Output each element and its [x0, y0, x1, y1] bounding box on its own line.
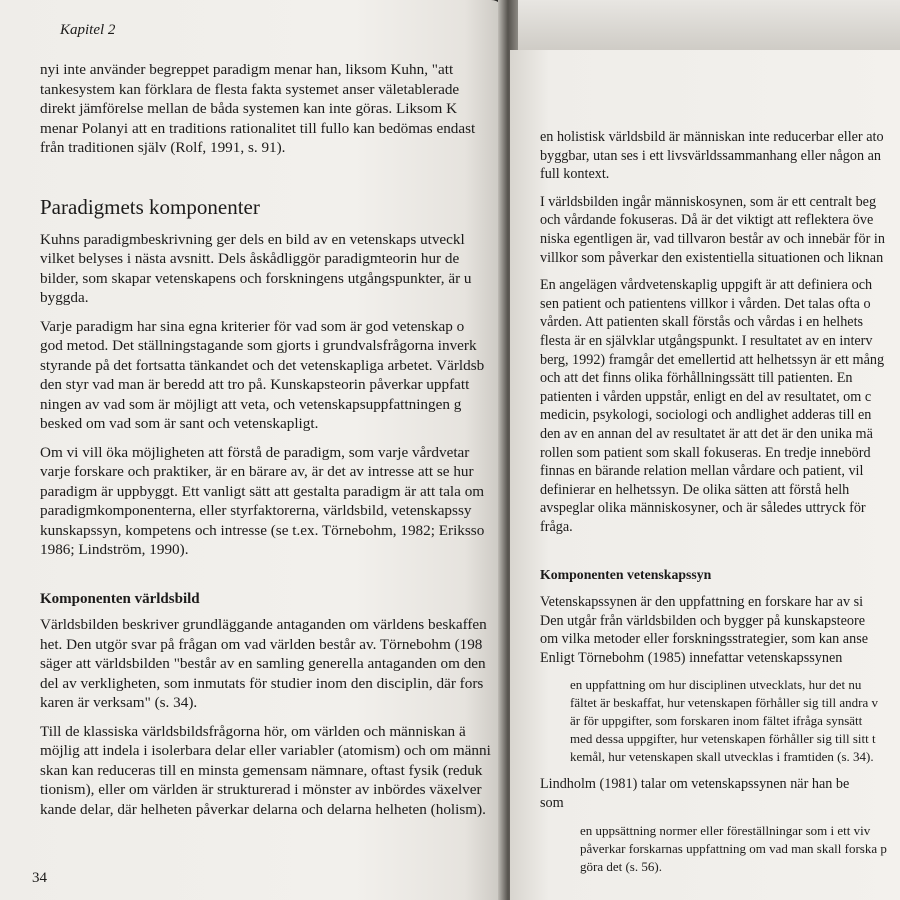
text-line: besked om vad som är sant och vetenskapligt.: [40, 415, 319, 432]
text-line: karen är verksam" (s. 34).: [40, 694, 198, 711]
paragraph: [40, 722, 505, 820]
paragraph: [40, 317, 505, 434]
text-line: från traditionen själv (Rolf, 1991, s. 91).: [40, 139, 286, 156]
text-line: I världsbilden ingår människosynen, som är ett centralt beg: [540, 193, 877, 210]
paragraph: [540, 276, 900, 536]
text-line: en uppfattning om hur disciplinen utvecklats, hur det nu: [570, 677, 862, 693]
text-line: Vetenskapssynen är den uppfattning en forskare har av si: [540, 594, 864, 611]
subheading: Komponenten vetenskapssyn: [540, 567, 712, 583]
text-line: sen patient och patientens villkor i vården. Det talas ofta o: [540, 295, 871, 312]
text-line: tionism), eller om världen är strukturerad i mönster av inbördes växelver: [40, 781, 482, 798]
text-line: god metod. Det ställningstagande som gjorts i grundvalsfrågorna inverk: [40, 337, 477, 354]
block-quote: [540, 676, 900, 766]
text-line: berg, 1992) framgår det emellertid att helhetssyn är ett mång: [540, 351, 885, 368]
text-line: kunskapssyn, kompetens och intresse (se t.ex. Törnebohm, 1982; Eriksso: [40, 521, 485, 539]
text-line: niska egentligen är, vad tillvaron består av och innebär för in: [540, 230, 885, 247]
paragraph: [540, 193, 900, 267]
text-line: skan kan reduceras till en minsta gemensam nämnare, oftast fysik (reduk: [40, 761, 483, 779]
paragraph: [40, 615, 505, 713]
text-line: säger att världsbilden "består av en samling generella antaganden om den: [40, 655, 486, 672]
text-line: del av verkligheten, som inmutats för studier inom den disciplin, där fors: [40, 674, 484, 692]
paragraph: [540, 775, 900, 812]
paragraph: [540, 128, 900, 184]
text-line: göra det (s. 56).: [580, 858, 662, 874]
text-line: definierar en helhetssyn. De olika sätten att förstå helh: [540, 481, 850, 498]
block-quote: [540, 822, 900, 876]
text-line: medicin, psykologi, sociologi och andlighet adderas till en: [540, 407, 872, 424]
page-number: 34: [32, 870, 47, 886]
text-line: Lindholm (1981) talar om vetenskapssynen när han be: [540, 776, 850, 793]
text-line: varje forskare och praktiker, är en bärare av, är det av intresse att se hur: [40, 463, 474, 480]
text-line: tankesystem kan förklara de flesta fakta systemet anser väletablerade: [40, 80, 460, 98]
text-line: kande delar, där helheten påverkar delarna och delarna helheten (holism).: [40, 800, 486, 818]
text-line: villkor som påverkar den existentiella situationen och liknan: [540, 249, 884, 266]
paragraph: [40, 443, 505, 560]
text-line: kemål, hur vetenskapen skall utvecklas i framtiden (s. 34).: [570, 749, 874, 765]
text-line: paradigmkomponenterna, eller styrfaktorerna, världsbild, vetenskapssy: [40, 502, 472, 519]
text-line: Världsbilden beskriver grundläggande antaganden om världens beskaffen: [40, 616, 487, 633]
text-line: paradigm är uppbyggt. Ett vanligt sätt att gestalta paradigm är att tala om: [40, 482, 485, 500]
text-line: byggbar, utan ses i ett livsvärldssammanhang eller någon an: [540, 147, 882, 164]
running-head: Kapitel 2: [60, 22, 116, 38]
text-line: vården. Att patienten skall förstås och vårdas i en helhets: [540, 314, 864, 331]
text-line: avspeglar olika människosyner, och är således uttryck för: [540, 500, 866, 517]
right-book-page: [510, 50, 900, 900]
text-line: menar Polanyi att en traditions rationalitet till fullo kan bedömas endast: [40, 119, 476, 137]
section-heading: Paradigmets komponenter: [40, 194, 260, 219]
text-line: Kuhns paradigmbeskrivning ger dels en bild av en vetenskaps utveckl: [40, 230, 465, 248]
text-line: byggda.: [40, 289, 89, 306]
text-line: påverkar forskarnas uppfattning om vad man skall forska p: [580, 840, 887, 856]
text-line: Om vi vill öka möjligheten att förstå de paradigm, som varje vårdvetar: [40, 443, 470, 461]
text-line: nyi inte använder begreppet paradigm menar han, liksom Kuhn, "att: [40, 61, 454, 78]
text-line: som: [540, 795, 564, 812]
text-line: styrande på det fortsatta tänkandet och det vetenskapliga arbetet. Världsb: [40, 356, 485, 374]
left-page-body: [40, 60, 505, 819]
text-line: och att det finns olika förhållningssätt till patienten. En: [540, 370, 853, 387]
text-line: Till de klassiska världsbildsfrågorna hör, om världen och människan ä: [40, 722, 466, 740]
paragraph: [40, 230, 505, 308]
text-line: Den utgår från världsbilden och bygger på kunskapsteore: [540, 612, 866, 629]
text-line: med dessa uppgifter, hur vetenskapen förhåller sig till sitt t: [570, 731, 876, 747]
text-line: direkt jämförelse mellan de båda systemen kan inte göras. Liksom K: [40, 100, 458, 117]
text-line: 1986; Lindström, 1990).: [40, 541, 189, 558]
intro-paragraph: [40, 60, 505, 158]
text-line: den styr vad man är beredd att tro på. Kunskapsteorin påverkar uppfatt: [40, 376, 470, 393]
text-line: vilket belyses i nästa avsnitt. Dels åskådliggör paradigmteorin hur de: [40, 250, 460, 267]
text-line: den av en annan del av resultatet är att det är den unika mä: [540, 425, 873, 442]
text-line: het. Den utgör svar på frågan om vad världen består av. Törnebohm (198: [40, 635, 483, 653]
text-line: flesta är en självklar utgångspunkt. I resultatet av en interv: [540, 332, 873, 349]
text-line: är för uppgifter, som forskaren inom fältet ifråga synsätt: [570, 713, 863, 729]
text-line: bilder, som skapar vetenskapens och forskningens utgångspunkter, är u: [40, 269, 472, 287]
text-line: en uppsättning normer eller föreställningar som i ett viv: [580, 822, 871, 838]
text-line: patienten i vården uppstår, enligt en del av resultatet, om c: [540, 388, 872, 405]
text-line: finnas en bärande relation mellan vårdare och patient, vil: [540, 463, 864, 480]
text-line: fråga.: [540, 518, 573, 535]
right-page-body: [540, 128, 900, 876]
background-surface: [505, 0, 900, 50]
text-line: möjlig att indela i isolerbara delar eller variabler (atomism) och om männi: [40, 742, 491, 759]
text-line: Varje paradigm har sina egna kriterier för vad som är god vetenskap o: [40, 317, 465, 335]
text-line: en holistisk världsbild är människan inte reducerbar eller ato: [540, 129, 884, 145]
text-line: ningen av vad som är möjligt att veta, och vetenskapsuppfattningen g: [40, 395, 462, 413]
text-line: full kontext.: [540, 166, 610, 183]
subheading: Komponenten världsbild: [40, 590, 200, 607]
text-line: och vårdande fokuseras. Då är det viktigt att reflektera öve: [540, 212, 874, 229]
text-line: rollen som patient som skall fokuseras. En tredje innebörd: [540, 444, 871, 461]
text-line: om vilka metoder eller forskningsstrategier, som kan anse: [540, 631, 869, 648]
text-line: En angelägen vårdvetenskaplig uppgift är att definiera och: [540, 277, 873, 294]
text-line: fältet är beskaffat, hur vetenskapen förhåller sig till andra v: [570, 695, 879, 711]
text-line: Enligt Törnebohm (1985) innefattar vetenskapssynen: [540, 649, 843, 666]
paragraph: [540, 593, 900, 667]
